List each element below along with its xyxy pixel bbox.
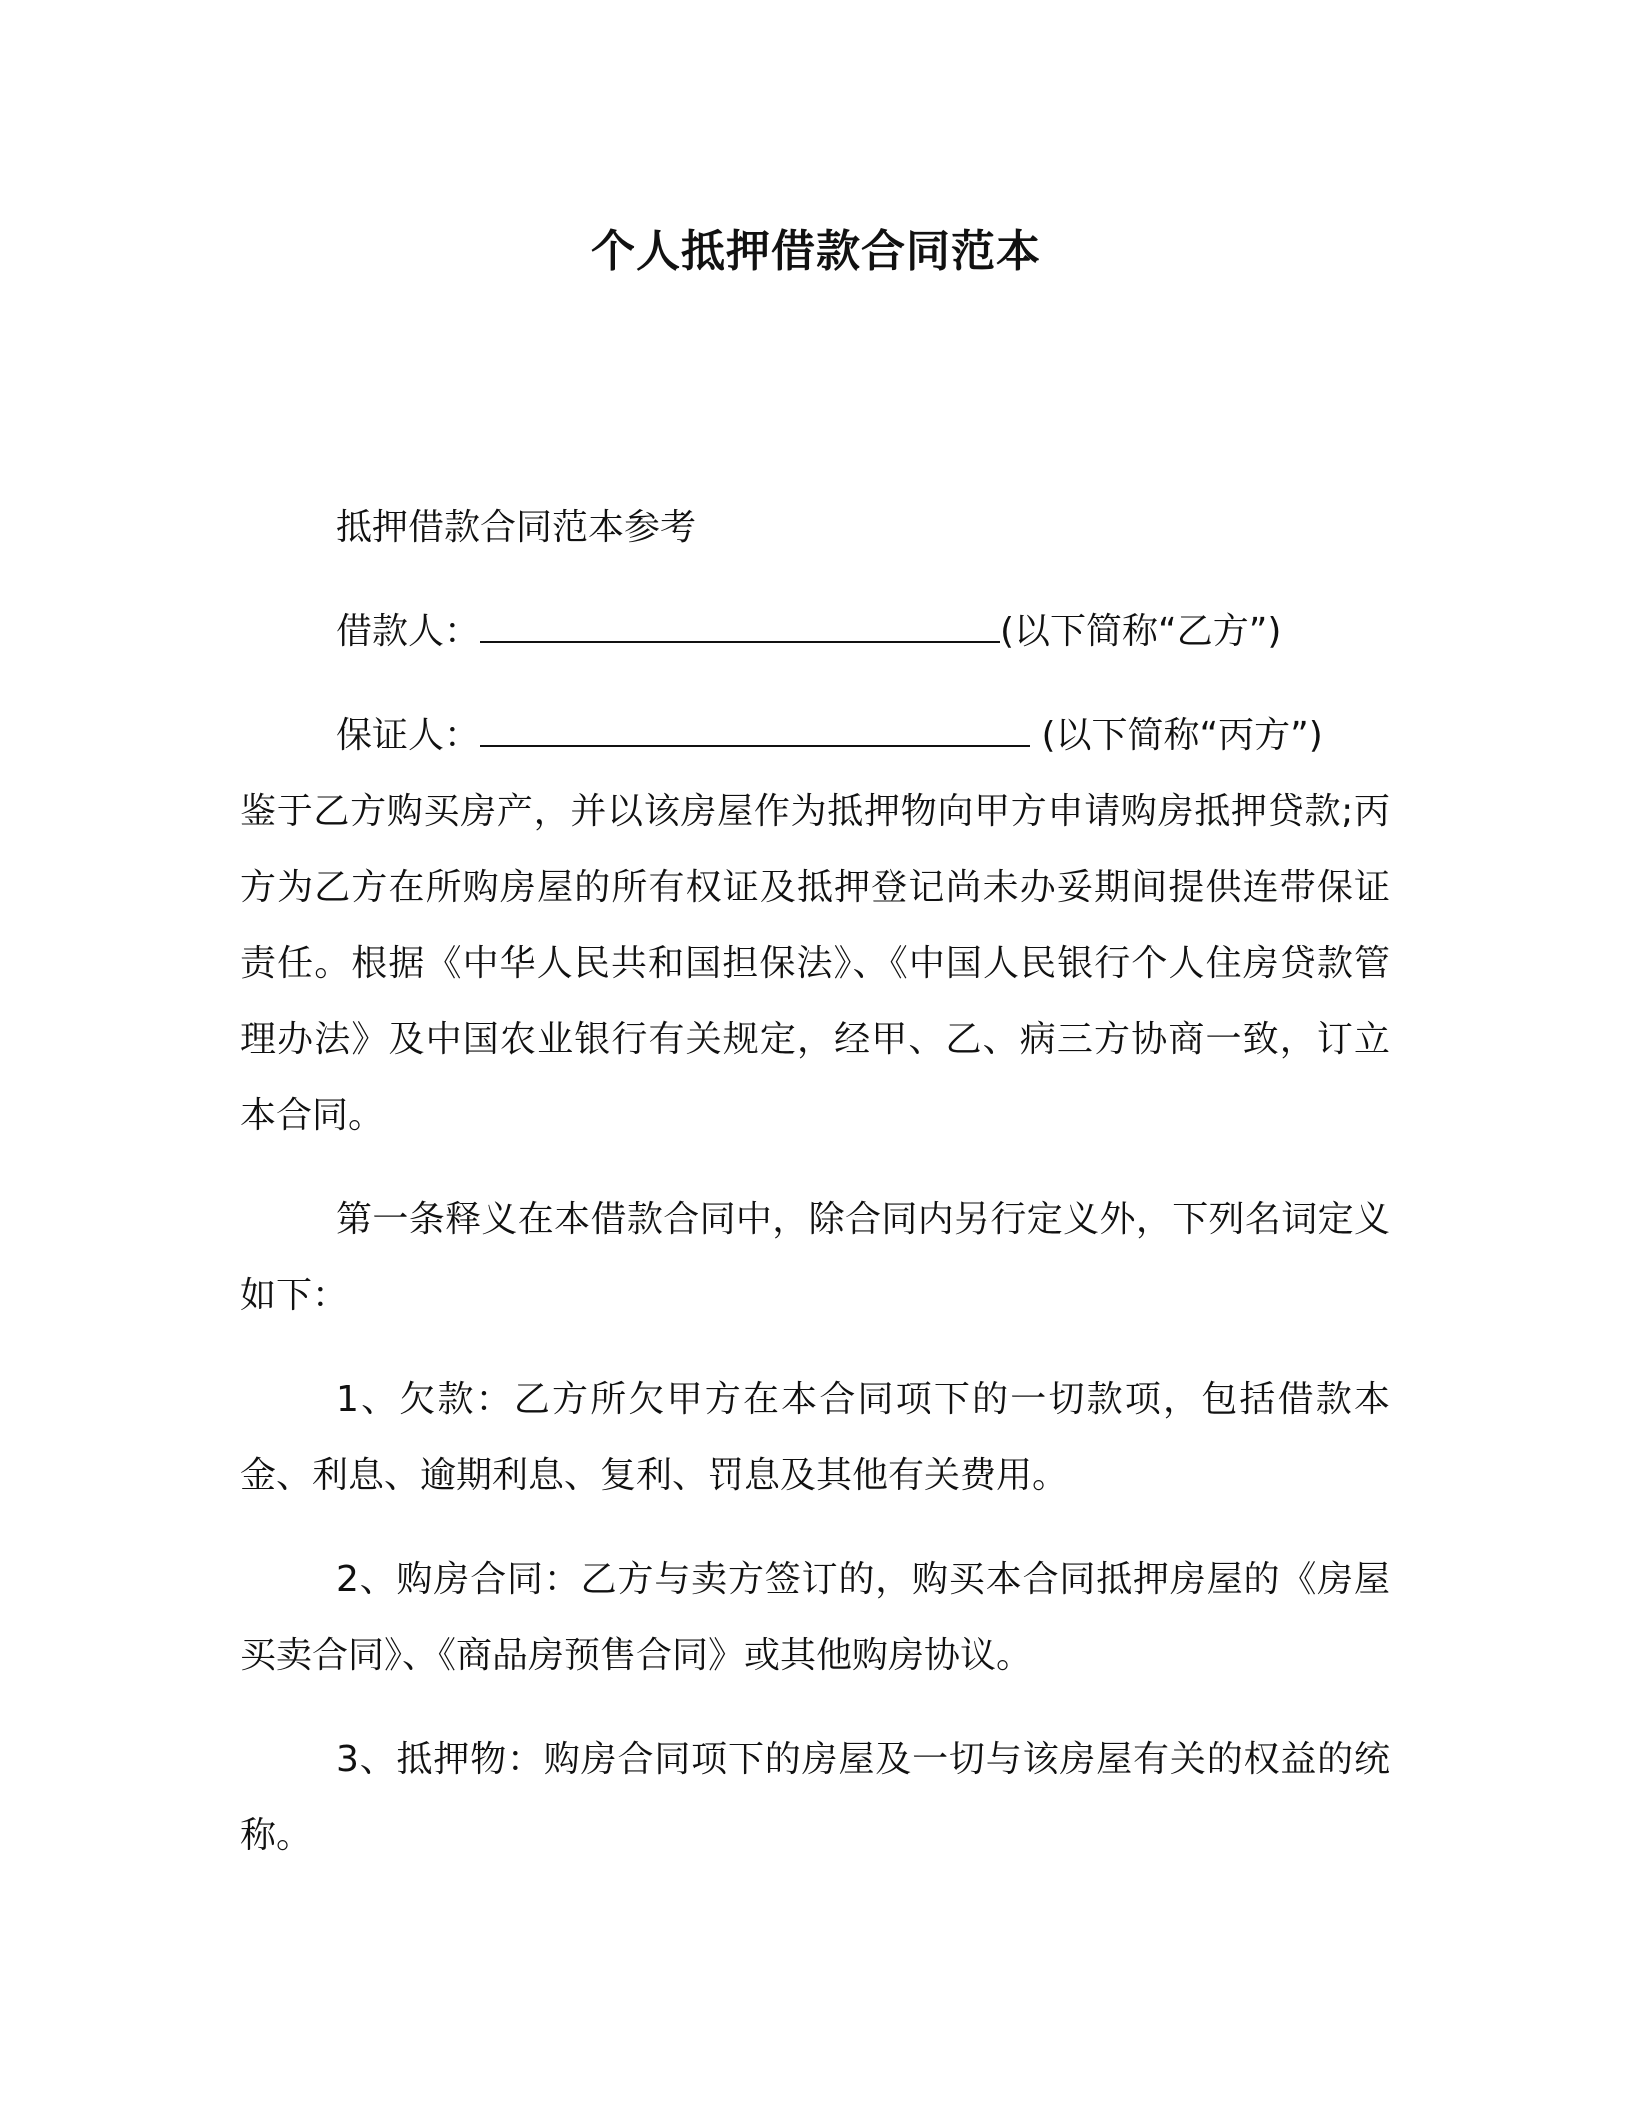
borrower-line [240, 594, 1390, 670]
guarantor-suffix: (以下简称“丙方”) [1030, 715, 1323, 756]
guarantor-blank-field[interactable] [480, 743, 1030, 747]
clause-3-paragraph: 3、抵押物：购房合同项下的房屋及一切与该房屋有关的权益的统称。 [240, 1739, 1390, 1856]
clause-2-paragraph: 2、购房合同：乙方与卖方签订的，购买本合同抵押房屋的《房屋买卖合同》、《商品房预售合同》或其他购房协议。 [240, 1559, 1390, 1676]
subtitle: 抵押借款合同范本参考 [336, 507, 697, 548]
recital-paragraph: 鉴于乙方购买房产，并以该房屋作为抵押物向甲方申请购房抵押贷款;丙方为乙方在所购房屋的所有权证及抵押登记尚未办妥期间提供连带保证责任。根据《中华人民共和国担保法》、《中国人民银行个人住房贷款管理办法》及中国农业银行有关规定，经甲、乙、病三方协商一致，订立本合同。 [240, 791, 1390, 1136]
borrower-blank-field[interactable] [480, 639, 1000, 643]
guarantor-label: 保证人： [336, 715, 481, 756]
article-1-paragraph: 第一条释义在本借款合同中，除合同内另行定义外，下列名词定义如下： [240, 1199, 1390, 1316]
clause-1-paragraph: 1、欠款：乙方所欠甲方在本合同项下的一切款项，包括借款本金、利息、逾期利息、复利、罚息及其他有关费用。 [240, 1379, 1390, 1496]
document-title: 个人抵押借款合同范本 [591, 226, 1041, 277]
document-body [240, 490, 1390, 1874]
borrower-label: 借款人： [336, 611, 481, 652]
guarantor-line [240, 698, 1390, 774]
borrower-suffix: (以下简称“乙方”) [1000, 611, 1282, 652]
